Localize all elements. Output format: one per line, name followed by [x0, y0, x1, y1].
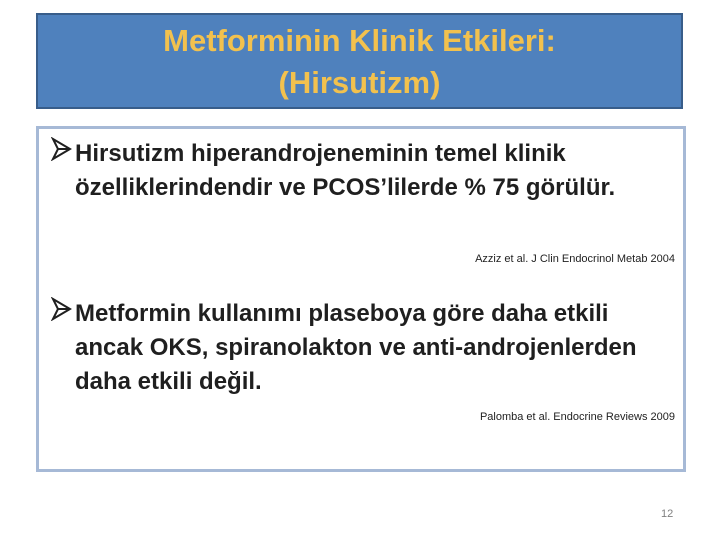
bullet-1 [59, 137, 679, 205]
bullet-2-text: Metformin kullanımı plaseboya göre daha etkili ancak OKS, spiranolakton ve anti-androjenlerden daha etkili değil. [75, 300, 637, 395]
page-number: 12 [661, 508, 674, 520]
title-line-1: Metforminin Klinik Etkileri: [163, 23, 556, 58]
bullet-1-text: Hirsutizm hiperandrojeneminin temel klinik özelliklerindendir ve PCOS’lilerde % 75 görülür. [75, 140, 616, 201]
bullet-2 [59, 297, 679, 399]
arrow-bullet-icon [51, 137, 73, 161]
content-box [36, 126, 686, 472]
slide-title [36, 13, 683, 109]
title-line-2: (Hirsutizm) [278, 65, 441, 100]
arrow-bullet-icon [51, 297, 73, 321]
citation-2: Palomba et al. Endocrine Reviews 2009 [479, 411, 675, 423]
citation-1: Azziz et al. J Clin Endocrinol Metab 2004 [475, 253, 675, 265]
